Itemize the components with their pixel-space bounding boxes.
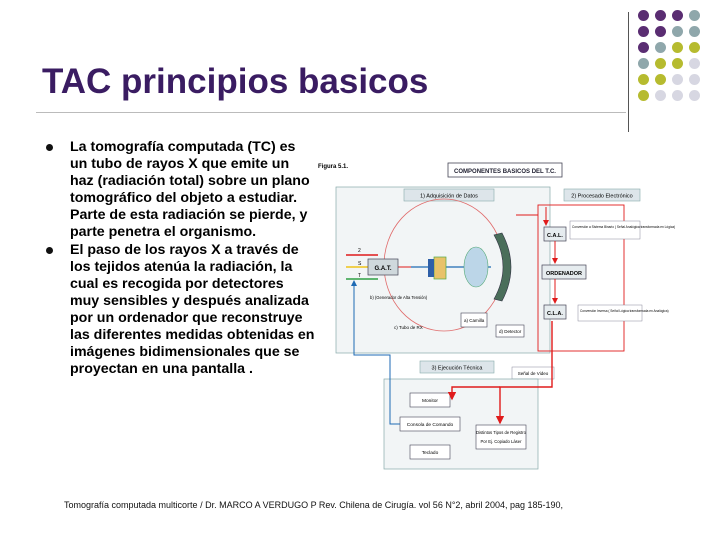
consola-label: Consola de Comando bbox=[406, 423, 454, 428]
registro-label-2: Por Ej. Copiado Láser bbox=[480, 439, 522, 444]
bullet-item bbox=[44, 139, 316, 241]
registro-label: Distintos Tipos de Registro bbox=[476, 430, 526, 435]
cal-description: Conversión a Sistema Binario ( Señal Analógica transformada en Lógica) bbox=[572, 225, 676, 229]
detector-label: d) Detector bbox=[499, 329, 522, 334]
decorative-dot bbox=[672, 74, 683, 85]
xray-tube-icon bbox=[434, 257, 446, 279]
ordenador-label: ORDENADOR bbox=[545, 271, 583, 277]
tube-label: c) Tubo de RX bbox=[394, 325, 423, 330]
bullet-text: El paso de los rayos X a través de los tejidos atenúa la radiación, la cual es recogida por detectores muy sensibles y después analizada por un ordenador que reconstruye las diferentes medidas obtenidas en imágenes bidimensionales que se proyectan en una pantalla . bbox=[70, 242, 315, 377]
decorative-dot bbox=[689, 26, 700, 37]
senal-label: Señal de Video bbox=[517, 371, 549, 376]
bullet-dot-icon bbox=[46, 247, 53, 254]
decorative-dot bbox=[689, 90, 700, 101]
side-label: 2 bbox=[358, 248, 361, 254]
teclado-label: Teclado bbox=[421, 451, 439, 456]
cla-label: C.L.A. bbox=[547, 311, 563, 317]
decorative-dot bbox=[655, 90, 666, 101]
bullet-dot-icon bbox=[46, 144, 53, 151]
decorative-dot bbox=[655, 26, 666, 37]
xray-tube-housing-icon bbox=[428, 259, 434, 277]
decorative-dot bbox=[638, 26, 649, 37]
cal-description-box bbox=[570, 221, 640, 239]
ct-components-figure bbox=[316, 155, 676, 473]
section-execution-label: 3) Ejecución Técnica bbox=[431, 365, 483, 372]
bullet-text: La tomografía computada (TC) es un tubo de rayos X que emite un haz (radiación total) sobre un plano tomográfico del objeto a estudiar. Parte de esta radiación se pierde, y parte penetra el organismo. bbox=[70, 139, 310, 240]
decorative-dot bbox=[638, 10, 649, 21]
cla-description: Conversión Inversa ( Señal Lógica transformada en Analógica) bbox=[580, 309, 669, 313]
source-caption: Tomografía computada multicorte / Dr. MARCO A VERDUGO P Rev. Chilena de Cirugía. vol 56 N°2, abril 2004, pag 185-190, bbox=[64, 500, 564, 510]
section-acquisition-label: 1) Adquisición de Datos bbox=[420, 193, 478, 200]
decorative-dot bbox=[689, 58, 700, 69]
ct-diagram bbox=[316, 155, 676, 473]
figure-header: COMPONENTES BASICOS DEL T.C. bbox=[454, 169, 556, 175]
gat-description: b) (Generador de Alta Tensión) bbox=[370, 295, 428, 300]
registro-box bbox=[476, 425, 526, 449]
decorative-dot bbox=[672, 42, 683, 53]
decorative-dot bbox=[655, 10, 666, 21]
decorative-dot bbox=[672, 10, 683, 21]
decorative-dot bbox=[638, 42, 649, 53]
decorative-dot bbox=[672, 90, 683, 101]
gat-label: G.A.T. bbox=[374, 266, 392, 272]
patient-icon bbox=[464, 247, 488, 287]
figure-label: Figura 5.1. bbox=[318, 164, 349, 170]
cla-description-box bbox=[578, 305, 642, 321]
slide-title: TAC principios basicos bbox=[42, 62, 429, 101]
decorative-dot bbox=[655, 74, 666, 85]
decorative-dot bbox=[689, 10, 700, 21]
decorative-dot bbox=[655, 42, 666, 53]
monitor-label: Monitor bbox=[422, 399, 438, 404]
cal-label: C.A.L. bbox=[547, 233, 563, 239]
camilla-label: a) Camilla bbox=[464, 318, 485, 323]
bullet-list bbox=[44, 139, 316, 379]
decorative-dot bbox=[638, 58, 649, 69]
title-underline bbox=[36, 112, 626, 113]
decorative-dot bbox=[638, 74, 649, 85]
side-label: S bbox=[358, 261, 362, 267]
decorative-dot bbox=[655, 58, 666, 69]
side-label: T bbox=[358, 273, 362, 279]
decorative-dot bbox=[672, 26, 683, 37]
section-processing-label: 2) Procesado Electrónico bbox=[571, 193, 633, 200]
decorative-dot bbox=[689, 42, 700, 53]
vertical-divider bbox=[628, 12, 629, 132]
decorative-dot bbox=[672, 58, 683, 69]
decorative-dot bbox=[689, 74, 700, 85]
decorative-dot bbox=[638, 90, 649, 101]
bullet-item bbox=[44, 242, 316, 378]
